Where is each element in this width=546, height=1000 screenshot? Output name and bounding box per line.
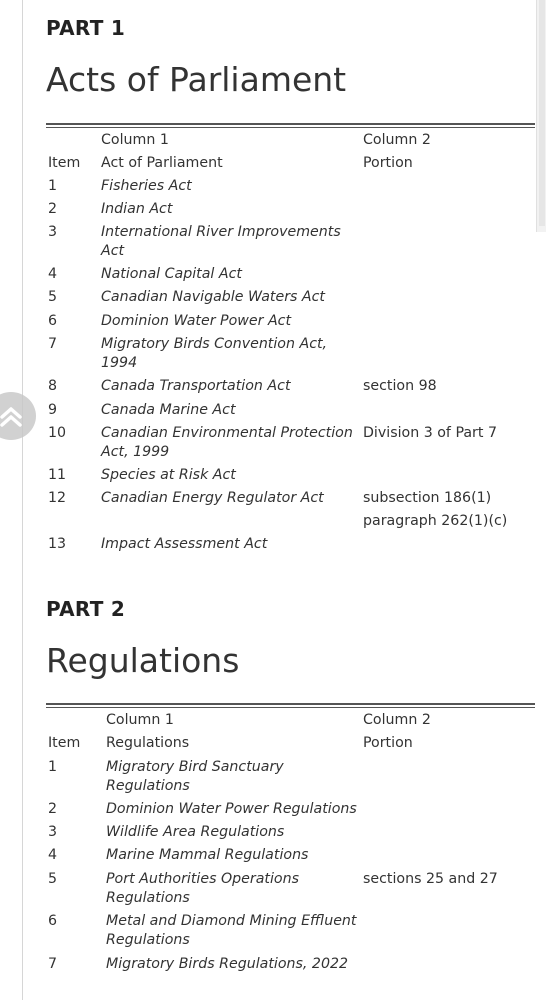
legislation-name: Impact Assessment Act: [101, 536, 268, 552]
item-number: 12: [48, 490, 67, 506]
legislation-name: Migratory Bird Sanctuary: [106, 759, 284, 775]
chevron-up-icon: [0, 401, 26, 431]
part-1-label: PART 1: [46, 16, 126, 40]
legislation-name: Wildlife Area Regulations: [106, 824, 285, 840]
part-1-title: Acts of Parliament: [46, 60, 347, 99]
item-number: 7: [48, 336, 58, 352]
legislation-name: Migratory Birds Convention Act,: [101, 336, 328, 352]
legislation-name: Dominion Water Power Regulations: [106, 801, 357, 817]
legislation-name: Regulations: [106, 778, 190, 794]
legislation-name: Canada Transportation Act: [101, 378, 291, 394]
legislation-name: Act: [101, 243, 125, 259]
item-number: 1: [48, 178, 58, 194]
item-number: 11: [48, 467, 67, 483]
item-number: 6: [48, 313, 58, 329]
legislation-name: International River Improvements: [101, 224, 341, 240]
item-number: 6: [48, 913, 58, 929]
legislation-name: Regulations: [106, 890, 190, 906]
portion-text: section 98: [363, 378, 437, 394]
legislation-name: Dominion Water Power Act: [101, 313, 292, 329]
legislation-name: Act, 1999: [101, 444, 170, 460]
portion-text: paragraph 262(1)(c): [363, 513, 508, 529]
item-number: 4: [48, 266, 58, 282]
item-number: 2: [48, 801, 58, 817]
item-number: 13: [48, 536, 67, 552]
legislation-name: Canadian Energy Regulator Act: [101, 490, 324, 506]
legislation-name: Canada Marine Act: [101, 402, 236, 418]
table-2-col2-subheader: Portion: [363, 735, 413, 751]
table-2-col2-header: Column 2: [363, 712, 431, 728]
table-2-item-header: Item: [48, 735, 81, 751]
legislation-name: Indian Act: [101, 201, 173, 217]
legislation-name: Regulations: [106, 932, 190, 948]
legislation-name: Canadian Environmental Protection: [101, 425, 353, 441]
table-2-col1-subheader: Regulations: [106, 735, 190, 751]
content-left-border: [22, 0, 23, 1000]
item-number: 1: [48, 759, 58, 775]
legislation-name: Canadian Navigable Waters Act: [101, 289, 325, 305]
scrollbar[interactable]: [536, 0, 546, 232]
item-number: 4: [48, 847, 58, 863]
item-number: 9: [48, 402, 58, 418]
part-2-title: Regulations: [46, 641, 240, 680]
table-1-col1-header: Column 1: [101, 132, 169, 148]
table-2-col1-header: Column 1: [106, 712, 174, 728]
legislation-name: Species at Risk Act: [101, 467, 236, 483]
item-number: 10: [48, 425, 67, 441]
portion-text: sections 25 and 27: [363, 871, 498, 887]
legislation-name: 1994: [101, 355, 138, 371]
legislation-name: National Capital Act: [101, 266, 242, 282]
item-number: 7: [48, 956, 58, 972]
item-number: 2: [48, 201, 58, 217]
item-number: 3: [48, 224, 58, 240]
table-2-top-rule: [46, 703, 535, 708]
table-1-col2-header: Column 2: [363, 132, 431, 148]
item-number: 5: [48, 289, 58, 305]
legislation-name: Port Authorities Operations: [106, 871, 299, 887]
back-to-top-button[interactable]: [0, 392, 36, 440]
legislation-name: Marine Mammal Regulations: [106, 847, 309, 863]
legislation-name: Migratory Birds Regulations, 2022: [106, 956, 349, 972]
table-1-top-rule: [46, 123, 535, 128]
portion-text: Division 3 of Part 7: [363, 425, 497, 441]
table-1-item-header: Item: [48, 155, 81, 171]
table-1-col2-subheader: Portion: [363, 155, 413, 171]
item-number: 3: [48, 824, 58, 840]
legislation-name: Fisheries Act: [101, 178, 192, 194]
legislation-name: Metal and Diamond Mining Effluent: [106, 913, 357, 929]
item-number: 5: [48, 871, 58, 887]
part-2-label: PART 2: [46, 597, 126, 621]
portion-text: subsection 186(1): [363, 490, 492, 506]
table-1-col1-subheader: Act of Parliament: [101, 155, 223, 171]
item-number: 8: [48, 378, 58, 394]
